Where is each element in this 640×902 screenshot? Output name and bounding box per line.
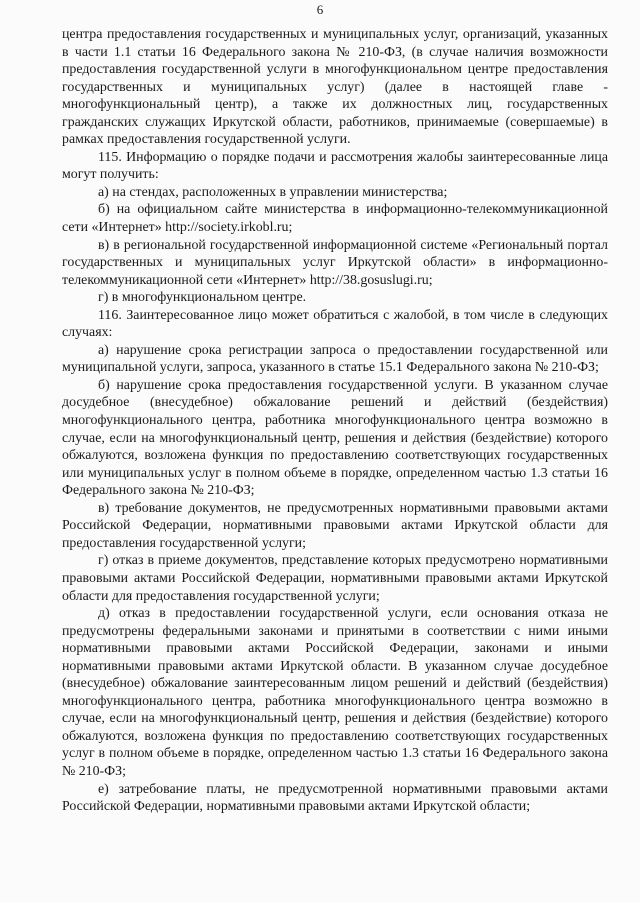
paragraph-continuation: центра предоставления государственных и муниципальных услуг, организаций, указанных в части 1.1 статьи 16 Федерального закона № 210-ФЗ, (в случае наличия возможности предоставления государственной услуги в многофункциональном центре предоставления государственных и муниципальных услуг) (далее в настоящей главе - многофункциональный центр), а также их должностных лиц, государственных гражданских служащих Иркутской области, работников, принимаемые (совершаемые) в рамках предоставления государственной услуги.	[62, 27, 608, 148]
list-item-116-b: б) нарушение срока предоставления государственной услуги. В указанном случае досудебное (внесудебное) обжалование решений и действий (бездействия) многофункционального центра, работника многофункционального центра возможно в случае, если на многофункциональный центр, решения и действия (бездействие) которого обжалуются, возложена функция по предоставлению соответствующих государственных или муниципальных услуг в полном объеме в порядке, определенном частью 1.3 статьи 16 Федерального закона № 210-ФЗ;	[62, 377, 608, 499]
list-item-116-v: в) требование документов, не предусмотренных нормативными правовыми актами Российской Федерации, нормативными правовыми актами Иркутской области для предоставления государственной услуги;	[62, 500, 608, 551]
document-body	[62, 26, 608, 816]
list-item-116-a: а) нарушение срока регистрации запроса о предоставлении государственной или муниципальной услуги, запроса, указанного в статье 15.1 Федерального закона № 210-ФЗ;	[62, 342, 608, 376]
list-item-115-a: а) на стендах, расположенных в управлении министерства;	[98, 184, 448, 200]
list-item-115-v: в) в региональной государственной информационной системе «Региональный портал государственных и муниципальных услуг Иркутской области» в информационно-телекоммуникационной сети «Интернет» http://38.gosuslugi.ru;	[62, 237, 608, 288]
paragraph-116: 116. Заинтересованное лицо может обратиться с жалобой, в том числе в следующих случаях:	[62, 307, 608, 341]
list-item-115-g: г) в многофункциональном центре.	[98, 290, 307, 306]
page-number: 6	[316, 2, 324, 17]
list-item-115-b: б) на официальном сайте министерства в информационно-телекоммуникационной сети «Интернет» http://society.irkobl.ru;	[62, 202, 608, 236]
list-item-116-d: д) отказ в предоставлении государственной услуги, если основания отказа не предусмотрены федеральными законами и принятыми в соответствии с ними иными нормативными правовыми актами Российской Федерации, законами и иными нормативными правовыми актами Иркутской области. В указанном случае досудебное (внесудебное) обжалование заинтересованным лицом решений и действий (бездействия) многофункционального центра, работника многофункционального центра возможно в случае, если на многофункциональный центр, решения и действия (бездействие) которого обжалуются, возложена функция по предоставлению соответствующих государственных услуг в полном объеме в порядке, определенном частью 1.3 статьи 16 Федерального закона № 210-ФЗ;	[62, 606, 608, 779]
paragraph-115: 115. Информацию о порядке подачи и рассмотрения жалобы заинтересованные лица могут получить:	[62, 149, 608, 183]
list-item-116-g: г) отказ в приеме документов, представление которых предусмотрено нормативными правовыми актами Российской Федерации, нормативными правовыми актами Иркутской области для предоставления государственной услуги;	[62, 553, 608, 604]
list-item-116-e: е) затребование платы, не предусмотренной нормативными правовыми актами Российской Федерации, нормативными правовыми актами Иркутской области;	[62, 781, 608, 815]
